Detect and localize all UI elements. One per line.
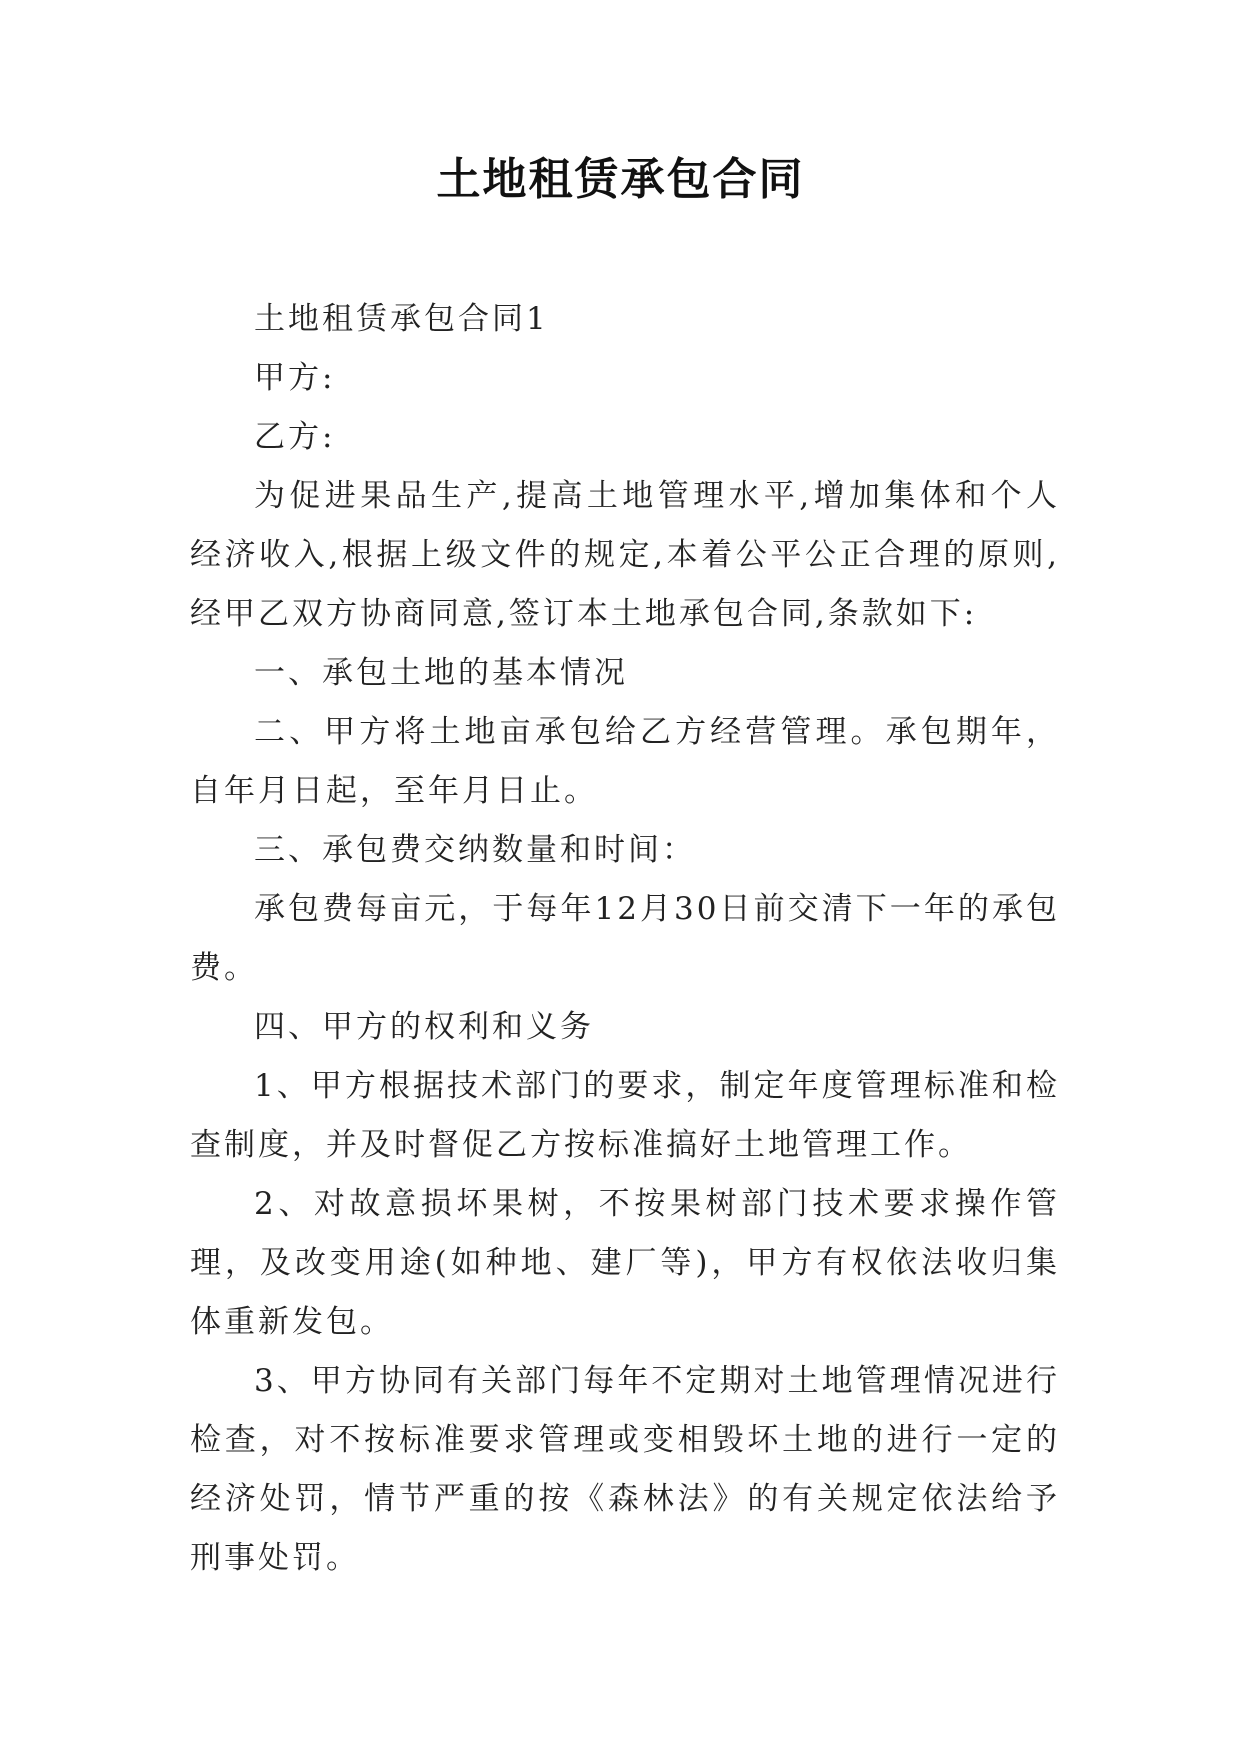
paragraph-clause-1: 1、甲方根据技术部门的要求，制定年度管理标准和检查制度，并及时督促乙方按标准搞好土地管理工作。	[190, 1068, 1060, 1163]
paragraph-section-1: 一、承包土地的基本情况	[254, 655, 628, 691]
paragraph-fee-detail: 承包费每亩元，于每年12月30日前交清下一年的承包费。	[190, 891, 1060, 986]
paragraph-section-4: 四、甲方的权利和义务	[254, 1009, 594, 1045]
paragraph-section-3: 三、承包费交纳数量和时间：	[254, 832, 696, 868]
paragraph-clause-3: 3、甲方协同有关部门每年不定期对土地管理情况进行检查，对不按标准要求管理或变相毁坏土地的进行一定的经济处罚，情节严重的按《森林法》的有关规定依法给予刑事处罚。	[190, 1363, 1060, 1576]
paragraph-preamble: 为促进果品生产,提高土地管理水平,增加集体和个人经济收入,根据上级文件的规定,本着公平公正合理的原则,经甲乙双方协商同意,签订本土地承包合同,条款如下:	[190, 478, 1060, 632]
paragraph-heading-contract-1: 土地租赁承包合同1	[254, 301, 549, 337]
paragraph-section-2: 二、甲方将土地亩承包给乙方经营管理。承包期年，自年月日起，至年月日止。	[190, 714, 1060, 809]
paragraph-clause-2: 2、对故意损坏果树，不按果树部门技术要求操作管理，及改变用途(如种地、建厂等)，甲方有权依法收归集体重新发包。	[190, 1186, 1060, 1340]
paragraph-party-a: 甲方:	[254, 360, 336, 396]
paragraph-party-b: 乙方:	[254, 419, 336, 455]
document-title: 土地租赁承包合同	[436, 154, 805, 205]
document-body	[190, 290, 1060, 1588]
